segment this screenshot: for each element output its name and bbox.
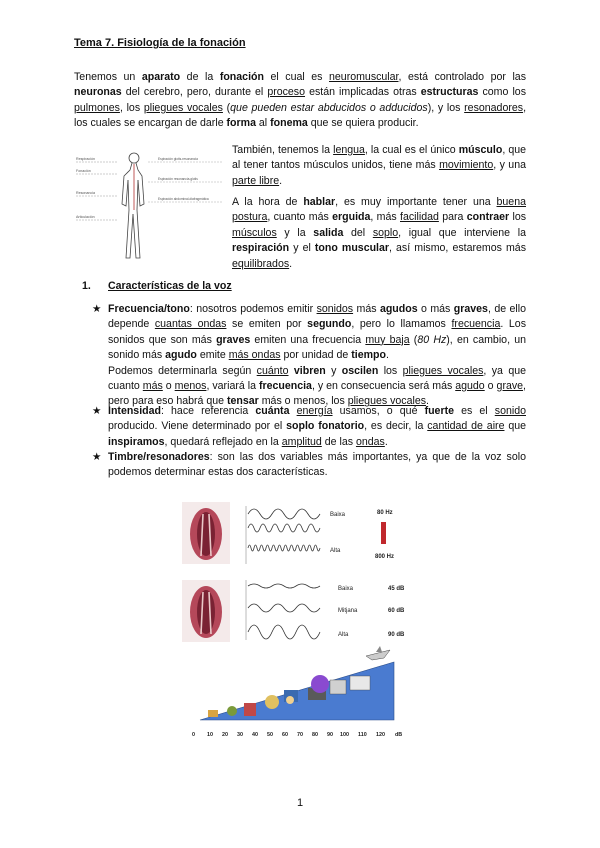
db-scale xyxy=(192,732,402,738)
svg-text:50: 50 xyxy=(267,732,273,738)
freq-low-label: Baixa xyxy=(330,512,346,518)
figure-voice-characteristics xyxy=(180,500,420,745)
intro-paragraph: Tenemos un aparato de la fonación el cual es neuromuscular, está controlado por las neuronas del cerebro, pero, durante el proceso están implicadas otras estructuras como los pulmones, los pliegues vocales (que pueden estar abducidos o adducidos), y los resonadores, los cuales se encargan de darle forma al fonema que se quiera producir. xyxy=(74,71,527,130)
svg-text:dB: dB xyxy=(395,732,403,738)
svg-text:Resonancia: Resonancia xyxy=(76,191,95,195)
svg-text:80: 80 xyxy=(312,732,318,738)
svg-text:20: 20 xyxy=(222,732,228,738)
star-icon: ★ xyxy=(92,303,102,315)
page-number: 1 xyxy=(296,797,304,809)
posture-diagram xyxy=(74,150,224,262)
svg-text:70: 70 xyxy=(297,732,303,738)
figure-body-posture xyxy=(74,150,224,262)
svg-text:10: 10 xyxy=(207,732,213,738)
svg-text:Espiración glotis-resonancia: Espiración glotis-resonancia xyxy=(158,157,198,161)
voice-diagram xyxy=(180,500,420,745)
freq-red-bar xyxy=(381,522,386,544)
page-title: Tema 7. Fisiología de la fonación xyxy=(74,37,246,49)
svg-text:100: 100 xyxy=(340,732,349,738)
svg-text:40: 40 xyxy=(252,732,258,738)
int-mid-value: 60 dB xyxy=(388,608,405,614)
int-mid-label: Mitjana xyxy=(338,608,358,614)
star-icon: ★ xyxy=(92,451,102,463)
tongue-paragraph: También, tenemos la lengua, la cual es el único músculo, que al tener tantos músculos unidos, tiene más movimiento, y una parte libre. xyxy=(232,144,527,187)
svg-text:Espiración abdominal-diafragmá: Espiración abdominal-diafragmática xyxy=(158,197,209,201)
freq-high-label: Alta xyxy=(330,548,341,554)
int-high-label: Alta xyxy=(338,632,349,638)
svg-text:110: 110 xyxy=(358,732,367,738)
star-icon: ★ xyxy=(92,405,102,417)
bullet-frequency: ★ Frecuencia/tono: nosotros podemos emitir sonidos más agudos o más graves, de ello depende cuantas ondas se emiten por segundo, pero lo llamamos frecuencia. Los sonidos que son más graves emiten una frecuencia muy baja (80 Hz), en cambio, un sonido más agudo emite más ondas por unidad de tiempo. Podemos determinarla según cuánto vibren y oscilen los pliegues vocales, ya que cuanto más o menos, variará la frecuencia, y en consecuencia será más agudo o grave, pero para eso habrá que tensar más o menos, los pliegues vocales. xyxy=(92,303,527,408)
svg-text:Articulación: Articulación xyxy=(76,215,95,219)
bullet-timbre: ★ Timbre/resonadores: son las dos variables más importantes, ya que de la voz solo podemos determinar estas dos características. xyxy=(92,451,526,479)
posture-paragraph: A la hora de hablar, es muy importante tener una buena postura, cuanto más erguida, más facilidad para contraer los músculos y la salida del soplo, igual que interviene la respiración y el tono muscular, así mismo, estaremos más equilibrados. xyxy=(232,196,527,270)
svg-text:120: 120 xyxy=(376,732,385,738)
freq-high-value: 800 Hz xyxy=(375,554,395,560)
svg-text:Espiración resonancia-glotis: Espiración resonancia-glotis xyxy=(158,177,198,181)
svg-text:Respiración: Respiración xyxy=(76,157,95,161)
svg-text:60: 60 xyxy=(282,732,288,738)
int-low-label: Baixa xyxy=(338,586,354,592)
int-high-value: 90 dB xyxy=(388,632,405,638)
int-low-value: 45 dB xyxy=(388,586,405,592)
svg-text:Fonación: Fonación xyxy=(76,169,91,173)
freq-low-value: 80 Hz xyxy=(377,510,393,516)
section-heading: 1. Características de la voz xyxy=(82,280,232,292)
bullet-intensity: ★ Intensidad: hace referencia cuánta energía usamos, o qué fuerte es el sonido producido. Viene determinado por el soplo fonatorio, es decir, la cantidad de aire que inspiramos, quedará reflejado en la amplitud de las ondas. xyxy=(92,405,526,448)
svg-text:0: 0 xyxy=(192,732,195,738)
svg-text:90: 90 xyxy=(327,732,333,738)
human-silhouette xyxy=(122,153,144,258)
svg-text:30: 30 xyxy=(237,732,243,738)
